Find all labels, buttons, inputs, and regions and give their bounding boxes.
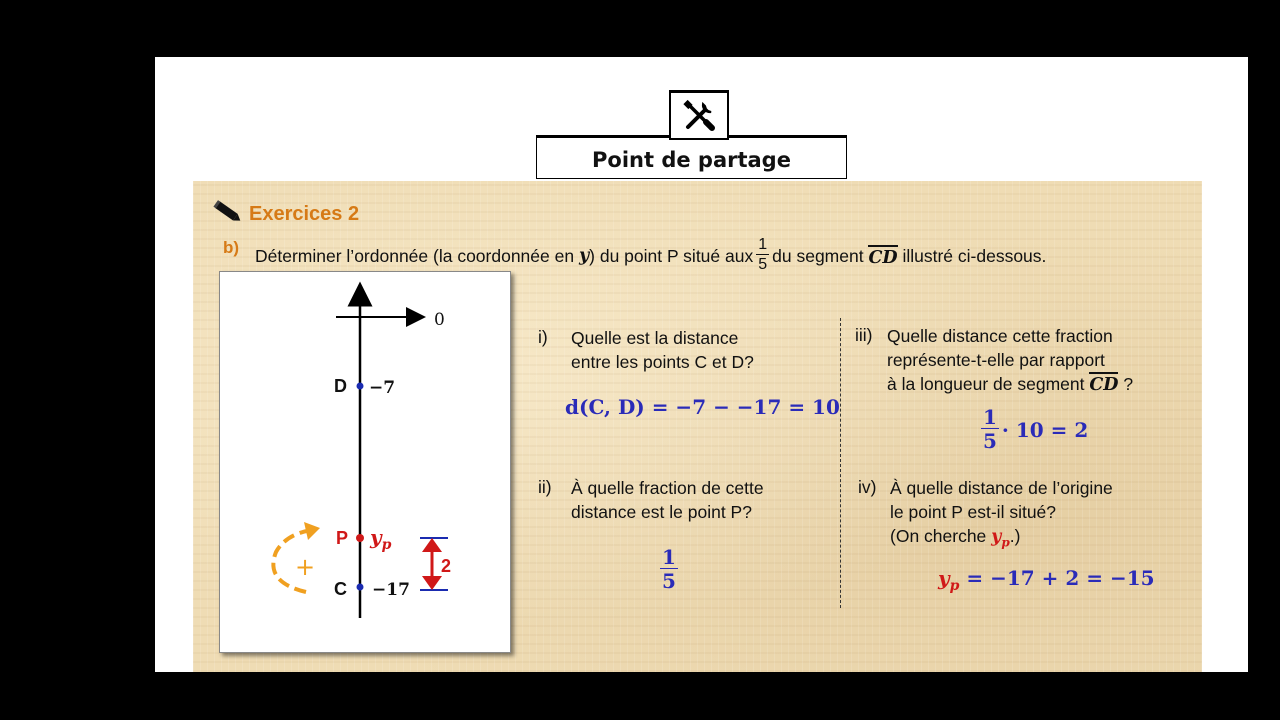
q3-text: [887, 324, 1133, 397]
instruction-text: [255, 238, 1046, 274]
exercise-heading: Exercices 2: [249, 203, 360, 225]
point-d-label: D: [334, 376, 347, 396]
q4-answer-var: [938, 566, 960, 594]
tools-icon: [681, 98, 717, 134]
point-d-value: −7: [369, 378, 396, 398]
q1-answer: d(C, D) = −7 − −17 = 10: [565, 395, 840, 419]
q3-line2: représente-t-elle par rapport: [887, 350, 1105, 370]
page-title: Point de partage: [592, 147, 791, 172]
point-p-value: [369, 525, 392, 553]
part-label: b): [223, 238, 240, 257]
gap-double-arrow: [422, 538, 442, 590]
plus-sign: +: [295, 553, 316, 581]
q1-line2: entre les points C et D?: [571, 352, 754, 372]
q1-text: [571, 326, 754, 374]
q4-answer-rest: = −17 + 2 = −15: [966, 566, 1155, 590]
q4-sub: p: [1001, 535, 1010, 550]
addition-arrowhead: [304, 522, 320, 540]
q3-answer: [978, 405, 1089, 453]
point-d: [357, 383, 364, 390]
point-p-sub: p: [381, 537, 392, 553]
q4-answer: [938, 566, 1155, 594]
q3-line1: Quelle distance cette fraction: [887, 326, 1113, 346]
q3-number: iii): [855, 325, 873, 345]
gap-label: 2: [441, 556, 452, 576]
q4-line1: À quelle distance de l’origine: [890, 478, 1113, 498]
q4-line3-before: (On cherche: [890, 526, 987, 546]
fraction-denominator: 5: [758, 256, 768, 273]
q4-line3: [890, 524, 1113, 555]
point-p-label: P: [336, 528, 349, 548]
q4-number: iv): [858, 477, 877, 497]
instruction-fraction: [756, 237, 769, 273]
segment-label: CD: [868, 245, 897, 268]
q3-line3-after: ?: [1123, 374, 1134, 394]
q3-answer-fraction: [981, 407, 999, 451]
origin-label: 0: [434, 310, 445, 330]
q2-line1: À quelle fraction de cette: [571, 478, 764, 498]
q1-number: i): [538, 327, 548, 347]
q4-answer-sub: p: [949, 578, 960, 594]
point-c-value: −17: [372, 580, 410, 600]
q4-line3-after: .): [1009, 526, 1021, 546]
q3-answer-num: 1: [983, 405, 997, 429]
q3-segment: CD: [1089, 372, 1118, 395]
q3-line3: [887, 372, 1133, 397]
point-c: [357, 584, 364, 591]
point-c-label: C: [334, 579, 347, 599]
pencil-icon: [213, 199, 243, 225]
q1-line1: Quelle est la distance: [571, 328, 739, 348]
q3-answer-rest: · 10 = 2: [1001, 418, 1089, 442]
q4-line3-var: [991, 527, 1010, 550]
point-p-var: y: [370, 525, 382, 549]
column-divider: [840, 318, 841, 608]
q2-answer-den: 5: [662, 569, 676, 593]
q2-line2: distance est le point P?: [571, 502, 752, 522]
fraction-numerator: 1: [758, 236, 768, 253]
q4-text: [890, 476, 1113, 555]
number-line-diagram: [220, 272, 512, 654]
q4-var: y: [991, 527, 1002, 547]
q2-answer-num: 1: [662, 545, 676, 569]
q4-answer-y: y: [938, 566, 950, 590]
instruction-variable: y: [578, 246, 590, 266]
q3-line3-before: à la longueur de segment: [887, 374, 1085, 394]
instruction-segment-prefix: du segment: [772, 245, 864, 266]
point-p: [356, 534, 364, 542]
q2-text: [571, 476, 764, 524]
instruction-before: Déterminer l’ordonnée (la coordonnée en: [255, 245, 575, 266]
q4-line2: le point P est-il situé?: [890, 502, 1057, 522]
title-box: [536, 135, 847, 179]
q3-answer-den: 5: [983, 429, 997, 453]
tools-icon-box: [669, 90, 729, 140]
instruction-mid: ) du point P situé aux: [589, 245, 754, 266]
instruction-after: illustré ci-dessous.: [902, 245, 1047, 266]
q2-answer: [660, 547, 678, 591]
q2-number: ii): [538, 477, 552, 497]
number-line-card: [219, 271, 511, 653]
